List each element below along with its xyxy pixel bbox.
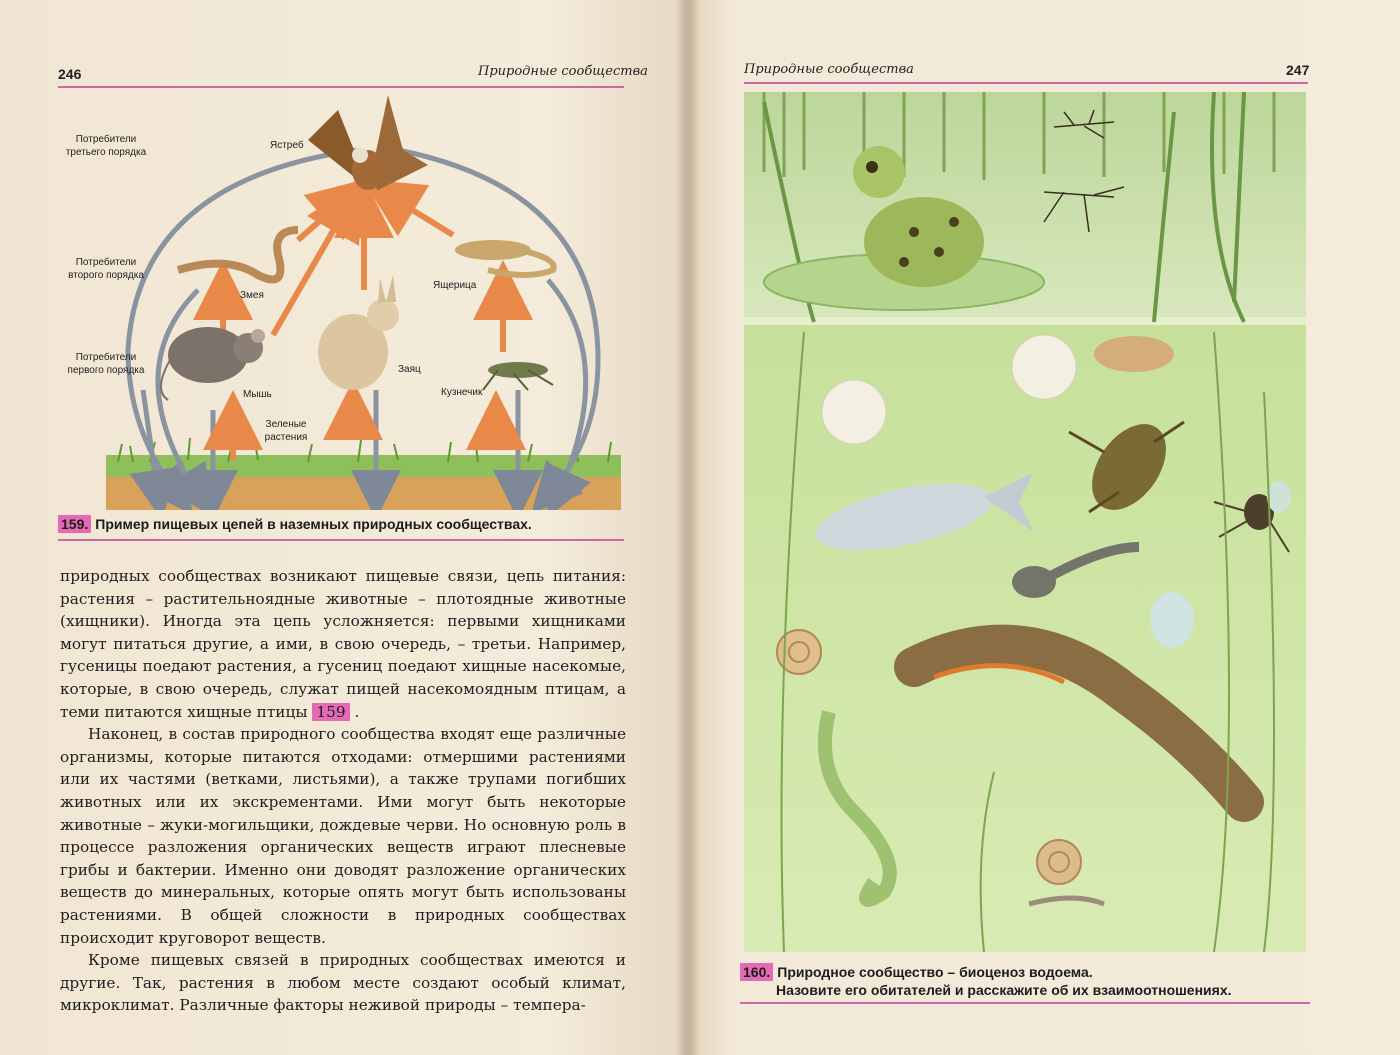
page-number-right: 247 [1286, 62, 1310, 78]
running-head-left: Природные сообщества [478, 64, 648, 79]
paragraph-2: Наконец, в состав природного сообщества входят еще различные организмы, которые питаются отходами: отмершими растениями или их частями (ветками, листьями), а также трупами погибших животных или их экскрементами. Ими могут быть некоторые животные – жуки-могильщики, дождевые черви. Но основную роль в процессе разложения органических веществ играют плесневые грибы и бактерии. Именно они доводят разложение органических веществ до минеральных, которые опять могут быть использованы растениями. В общей сложности в природных сообществах происходит круговорот веществ. [60, 725, 626, 947]
figure-159-caption-text: Пример пищевых цепей в наземных природных сообществах. [95, 516, 532, 532]
grasshopper-label: Кузнечик [441, 387, 483, 398]
figure-159-caption [58, 515, 624, 533]
figure-reference-159[interactable]: 159 [312, 703, 349, 721]
level3-label-line1: Потребители [75, 134, 137, 145]
running-head-right: Природные сообщества [744, 62, 914, 77]
water-surface [744, 317, 1306, 325]
food-chain-diagram [58, 90, 624, 510]
snake-label: Змея [240, 290, 264, 301]
figure-160-caption-text-1: Природное сообщество – биоценоз водоема. [777, 964, 1093, 980]
caption-rule-right [740, 1002, 1310, 1004]
figure-160-number: 160. [740, 963, 773, 981]
book-gutter [676, 0, 700, 1055]
lizard-illustration [455, 240, 554, 275]
figure-160-caption-line1 [740, 963, 1310, 981]
page-number-left: 246 [58, 66, 82, 82]
level1-label-line2: первого порядка [67, 365, 145, 376]
hare-illustration [318, 275, 399, 390]
header-rule-left [58, 86, 624, 88]
caption-rule-left [58, 539, 624, 541]
snake-illustration [178, 230, 298, 280]
level3-label-line2: третьего порядка [65, 147, 147, 158]
figure-160-caption-line2: Назовите его обитателей и расскажите об их взаимоотношениях. [776, 982, 1232, 998]
plants-label-line2: растения [264, 432, 308, 443]
air-bell [1150, 592, 1194, 648]
paragraph-1 [60, 565, 626, 723]
mouse-label: Мышь [243, 389, 272, 400]
level1-label-line1: Потребители [75, 352, 137, 363]
paragraph-1-tail: . [349, 702, 360, 721]
lizard-label: Ящерица [433, 280, 477, 291]
pond-biocenosis-illustration [744, 92, 1306, 952]
figure-160-caption [740, 963, 1310, 999]
larva-inset [1012, 335, 1076, 399]
hawk-illustration [308, 95, 428, 190]
plants-label-line1: Зеленые [265, 419, 307, 430]
grasshopper-illustration [483, 362, 553, 390]
level2-label-line1: Потребители [75, 257, 137, 268]
hawk-label: Ястреб [270, 140, 304, 151]
hare-label: Заяц [398, 364, 421, 375]
daphnia-inset [822, 380, 886, 444]
figure-159-number: 159. [58, 515, 91, 533]
level2-label-line2: второго порядка [68, 270, 144, 281]
paragraph-3: Кроме пищевых связей в природных сообществах имеются и другие. Так, растения в любом месте создают особый климат, микроклимат. Различные факторы неживой природы – темпера- [60, 951, 626, 1015]
pond-snail-illustration [1094, 336, 1174, 372]
left-body-text [60, 565, 626, 1017]
header-rule-right [744, 82, 1308, 84]
paragraph-1-text: природных сообществах возникают пищевые связи, цепь питания: растения – растительноядные животные – плотоядные животные (хищники). Иногда эта цепь усложняется: первыми хищниками могут питаться другие, а ими, в свою очередь, – третьи. Например, гусеницы поедают растения, а гусениц поедают хищные насекомые, которые, в свою очередь, служат пищей насекомоядным птицам, а теми питаются хищные птицы [60, 567, 626, 721]
soil [106, 475, 621, 510]
